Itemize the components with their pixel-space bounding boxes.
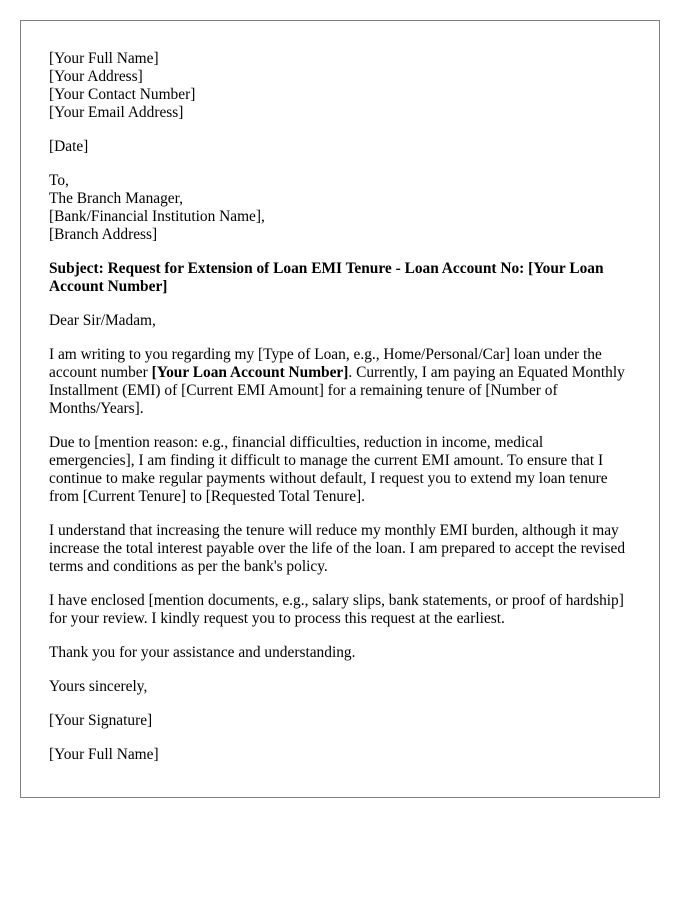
recipient-address: [Branch Address] <box>49 226 158 243</box>
body-paragraph-1-text-b: . Currently, I am paying an Equated Monthly Installment (EMI) of [Current EMI Amount] for a remaining tenure of [Number of Months/Years]. <box>49 364 625 417</box>
date-line: [Date] <box>49 138 89 155</box>
subject-line: Subject: Request for Extension of Loan EMI Tenure - Loan Account No: [Your Loan Account Number] <box>49 260 604 295</box>
body-paragraph-5: Thank you for your assistance and understanding. <box>49 644 356 661</box>
closing: Yours sincerely, <box>49 678 148 695</box>
sender-block <box>49 50 631 122</box>
body-paragraph-4: I have enclosed [mention documents, e.g., salary slips, bank statements, or proof of hardship] for your review. I kindly request you to process this request at the earliest. <box>49 592 624 627</box>
letter-page <box>20 20 660 798</box>
sender-contact: [Your Contact Number] <box>49 86 196 103</box>
salutation: Dear Sir/Madam, <box>49 312 156 329</box>
sender-email: [Your Email Address] <box>49 104 184 121</box>
recipient-bank: [Bank/Financial Institution Name], <box>49 208 265 225</box>
recipient-block <box>49 172 631 244</box>
signoff-name: [Your Full Name] <box>49 746 159 763</box>
body-paragraph-2: Due to [mention reason: e.g., financial difficulties, reduction in income, medical emergencies], I am finding it difficult to manage the current EMI amount. To ensure that I continue to make regular payments without default, I request you to extend my loan tenure from [Current Tenure] to [Requested Total Tenure]. <box>49 434 608 505</box>
loan-account-number: [Your Loan Account Number] <box>151 364 349 381</box>
body-paragraph-1 <box>49 346 631 418</box>
recipient-title: The Branch Manager, <box>49 190 183 207</box>
body-paragraph-3: I understand that increasing the tenure will reduce my monthly EMI burden, although it may increase the total interest payable over the life of the loan. I am prepared to accept the revised terms and conditions as per the bank's policy. <box>49 522 626 575</box>
signature: [Your Signature] <box>49 712 153 729</box>
sender-name: [Your Full Name] <box>49 50 159 67</box>
body-paragraph-1-text-a: I am writing to you regarding my [Type of Loan, e.g., Home/Personal/Car] loan under the account number <box>49 346 602 381</box>
recipient-to: To, <box>49 172 69 189</box>
sender-address: [Your Address] <box>49 68 143 85</box>
